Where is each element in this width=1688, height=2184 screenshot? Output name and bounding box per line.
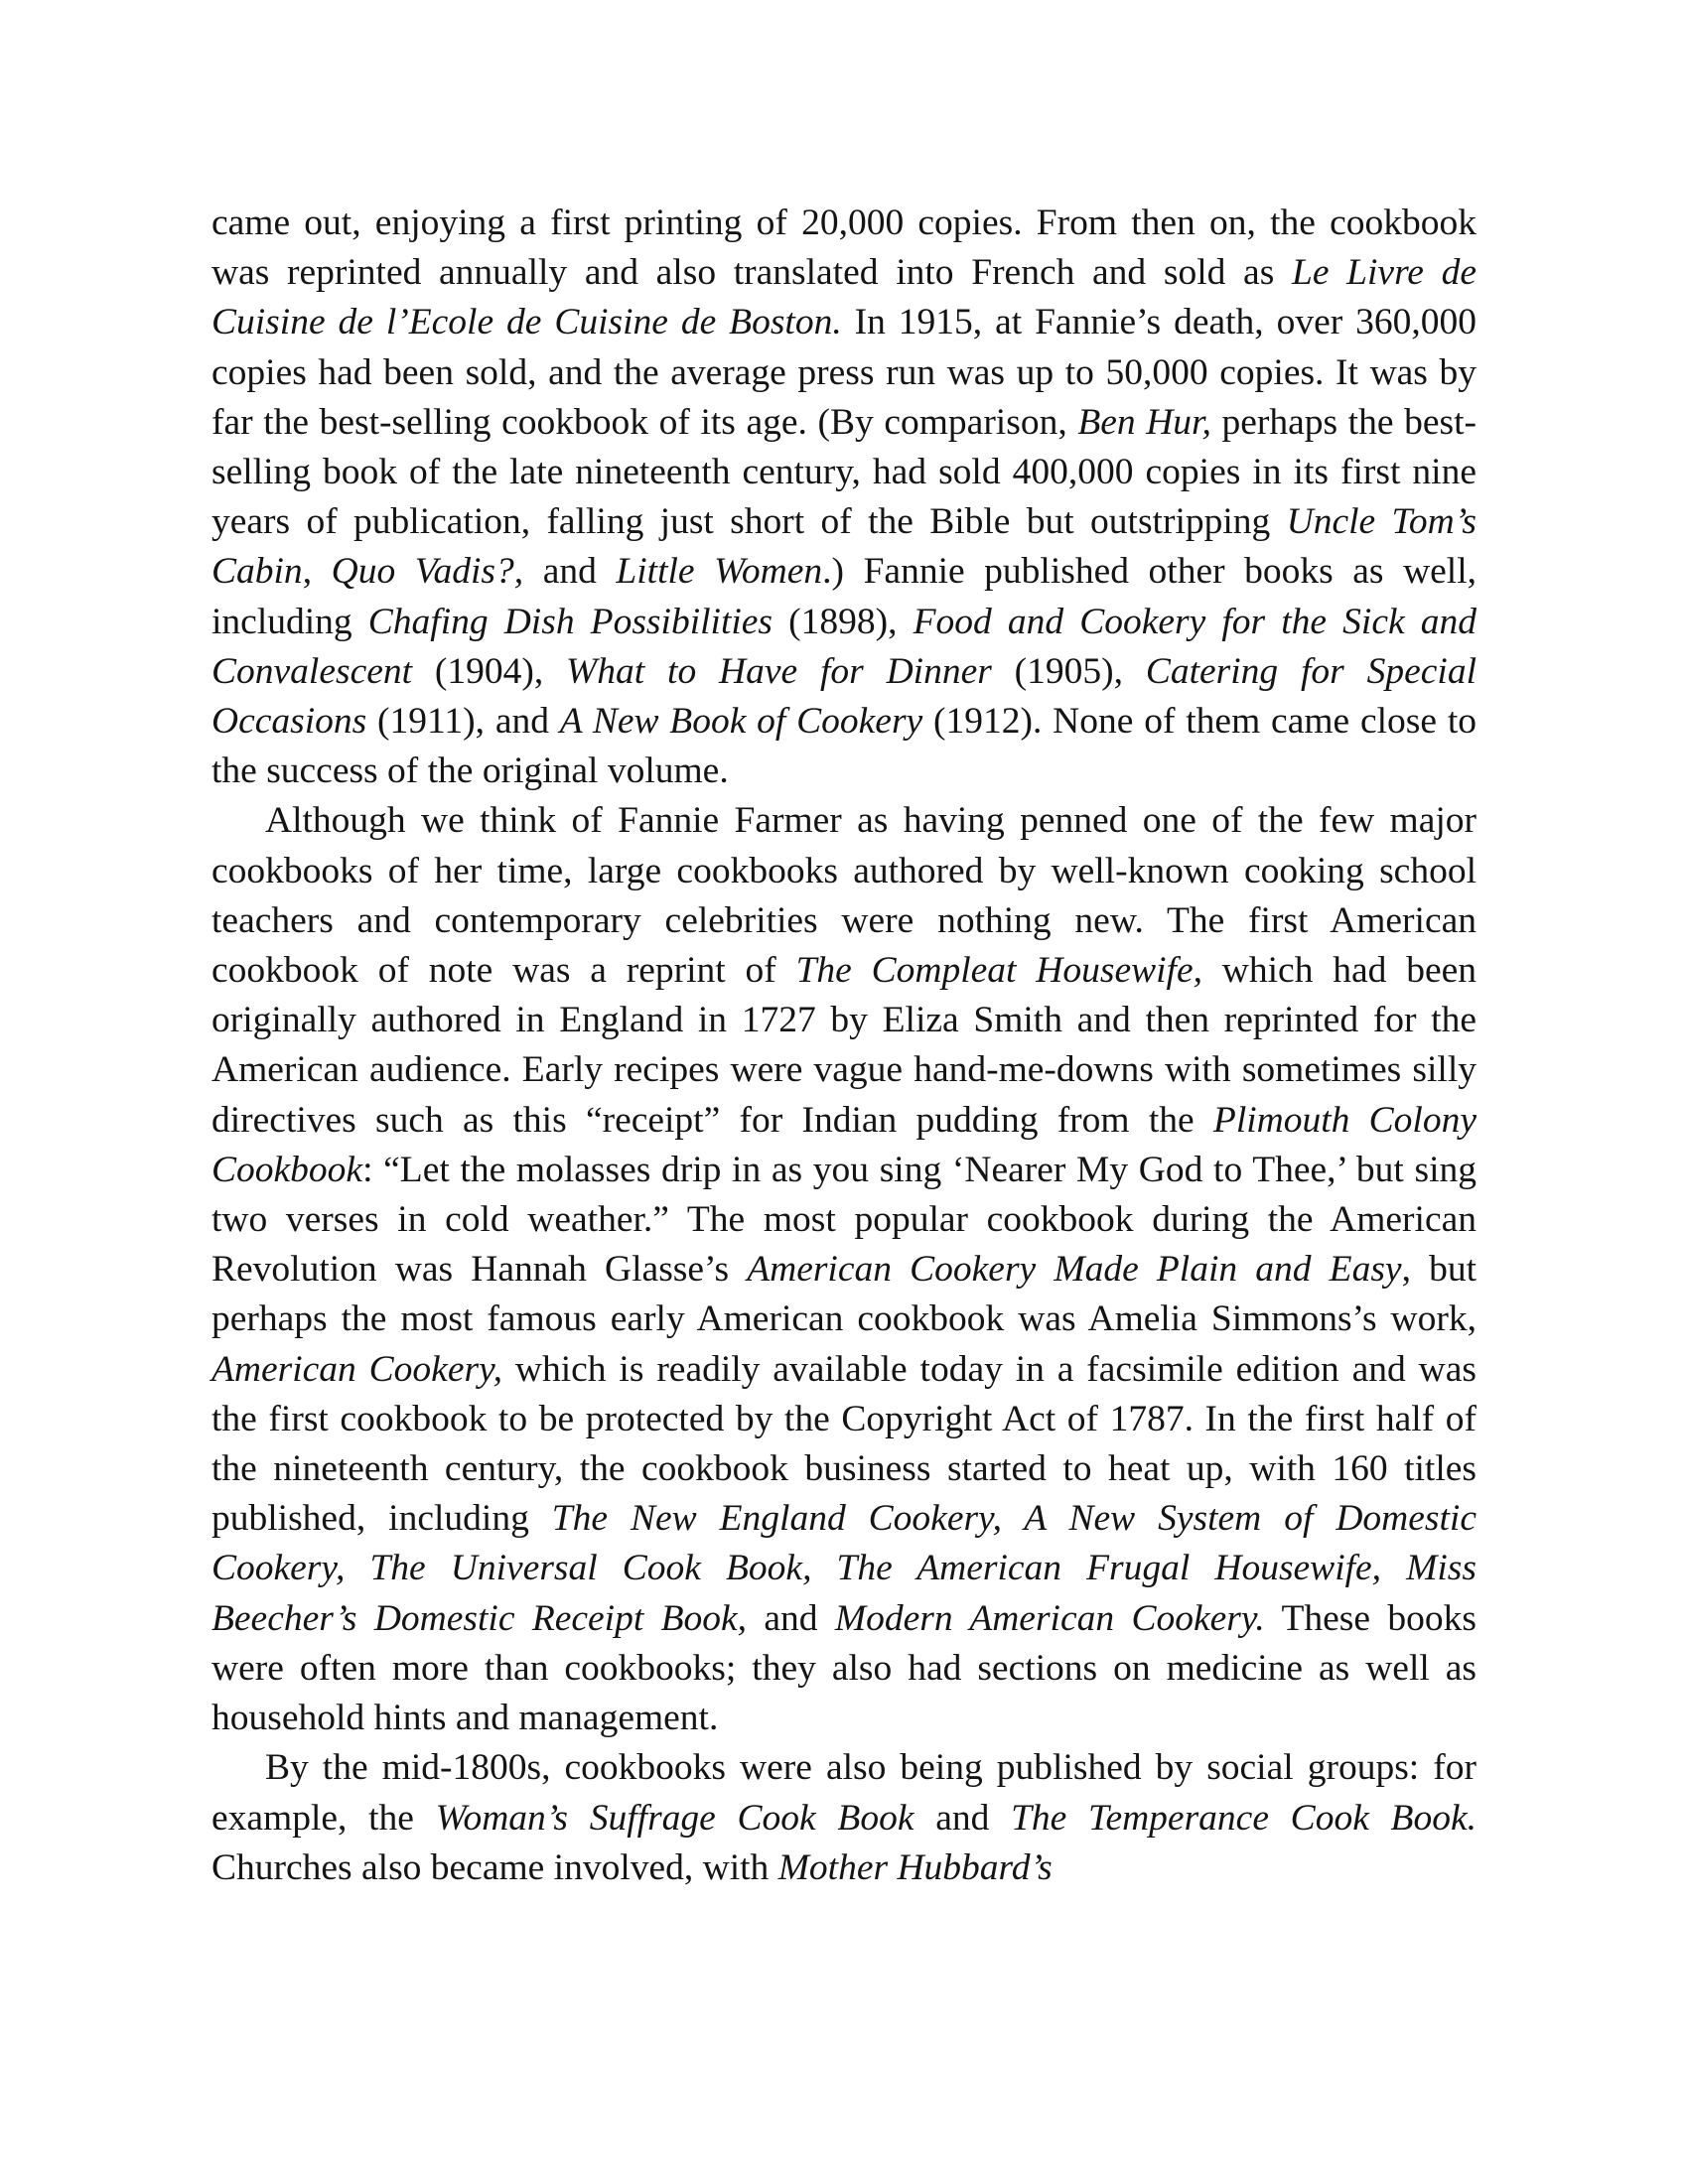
italic-title-text: The Compleat Housewife, (795, 950, 1202, 992)
paragraph-fannie-farmer-sales (211, 199, 1477, 796)
body-text: (1905), (991, 650, 1146, 692)
book-page (211, 199, 1477, 1893)
body-text: which had been originally authored in England in 1727 by Eliza Smith and then reprinted for the American audience. Early recipes were vague hand-me-downs with sometimes silly directives such as this “receipt” for Indian pudding from the (211, 950, 1477, 1141)
italic-title-text: Food and Cookery for the Sick and Convalescent (211, 601, 1477, 692)
body-text: (1898), (773, 601, 914, 642)
italic-title-text: Uncle Tom’s Cabin (211, 501, 1477, 593)
body-text: and (747, 1597, 835, 1639)
italic-title-text: What to Have for Dinner (566, 650, 992, 692)
italic-title-text: Quo Vadis?, (331, 551, 524, 593)
body-text: .) Fannie published other books as well, including (211, 551, 1477, 642)
body-text: and (914, 1797, 1012, 1839)
italic-title-text: Chafing Dish Possibilities (367, 601, 774, 642)
italic-title-text: Le Livre de Cuisine de l’Ecole de Cuisine de Boston. (211, 252, 1477, 343)
italic-title-text: The Temperance Cook Book. (1011, 1797, 1477, 1839)
body-text: and (523, 551, 617, 593)
italic-title-text: A New Book of Cookery (559, 701, 923, 743)
italic-title-text: Modern American Cookery. (834, 1597, 1265, 1639)
italic-title-text: American Cookery, (211, 1348, 503, 1390)
italic-title-text: The New England Cookery, A New System of Domestic Cookery, The Universal Cook Book, The American Frugal Housewife, Miss Beecher’s Domestic Receipt Book, (211, 1498, 1477, 1639)
body-text: , (302, 551, 332, 593)
body-text: , but perhaps the most famous early American cookbook was Amelia Simmons’s work, (211, 1249, 1477, 1340)
italic-title-text: Little Women (616, 551, 823, 593)
italic-title-text: Ben Hur, (1077, 401, 1211, 443)
body-text: In 1915, at Fannie’s death, over 360,000 copies had been sold, and the average press run was up to 50,000 copies. It was by far the best-selling cookbook of its age. (By comparison, (211, 302, 1477, 443)
body-text: came out, enjoying a first printing of 20,000 copies. From then on, the cookbook was reprinted annually and also translated into French and sold as (211, 203, 1477, 294)
italic-title-text: Plimouth Colony Cookbook (211, 1099, 1477, 1190)
paragraph-social-group-cookbooks (211, 1743, 1477, 1893)
body-text: : “Let the molasses drip in as you sing ‘Nearer My God to Thee,’ but sing two verses in cold weather.” The most popular cookbook during the American Revolution was Hannah Glasse’s (211, 1149, 1477, 1291)
italic-title-text: Catering for Special Occasions (211, 650, 1477, 743)
body-text: Churches also became involved, with (211, 1846, 778, 1888)
body-text: These books were often more than cookbooks; they also had sections on medicine as well as household hints and management. (211, 1597, 1477, 1739)
body-text: (1911), and (366, 701, 560, 743)
italic-title-text: American Cookery Made Plain and Easy (747, 1249, 1402, 1291)
body-text: (1912). None of them came close to the success of the original volume. (211, 701, 1477, 792)
body-text: perhaps the best-selling book of the late nineteenth century, had sold 400,000 copies in its first nine years of publication, falling just short of the Bible but outstripping (211, 401, 1477, 543)
body-text: (1904), (412, 650, 567, 692)
paragraph-early-american-cookbooks (211, 796, 1477, 1743)
body-text: which is readily available today in a facsimile edition and was the first cookbook to be protected by the Copyright Act of 1787. In the first half of the nineteenth century, the cookbook business started to heat up, with 160 titles published, including (211, 1348, 1477, 1540)
italic-title-text: Woman’s Suffrage Cook Book (435, 1797, 914, 1839)
body-text: Although we think of Fannie Farmer as having penned one of the few major cookbooks of her time, large cookbooks authored by well-known cooking school teachers and contemporary celebrities were nothing new. The first American cookbook of note was a reprint of (211, 800, 1477, 992)
italic-title-text: Mother Hubbard’s (777, 1846, 1053, 1888)
body-text: By the mid-1800s, cookbooks were also being published by social groups: for example, the (211, 1747, 1477, 1839)
